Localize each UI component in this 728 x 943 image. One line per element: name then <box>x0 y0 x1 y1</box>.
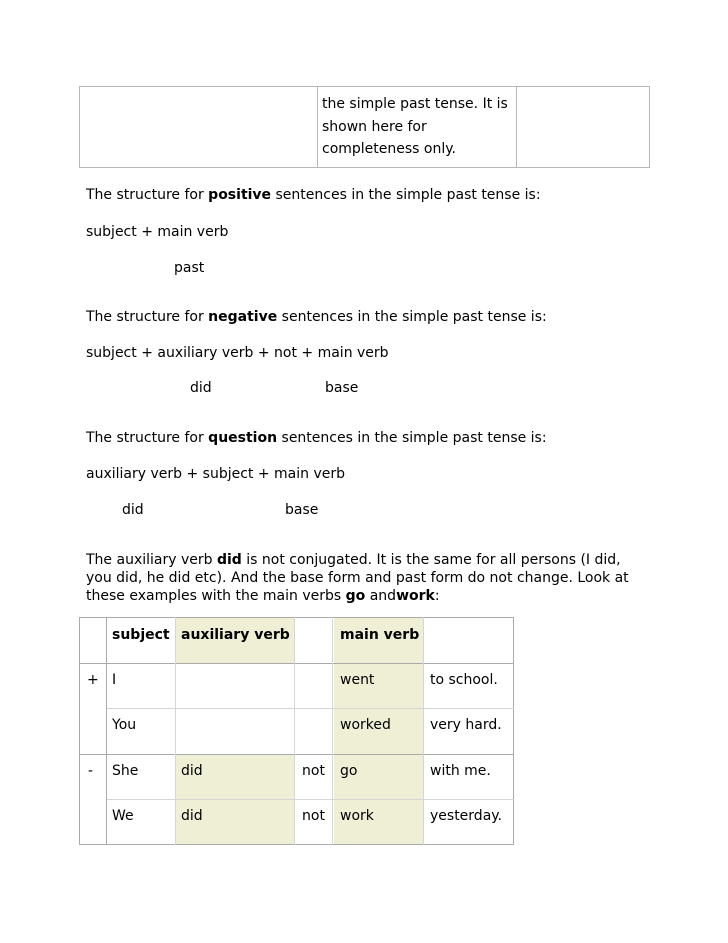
top-table-line: shown here for <box>322 118 427 135</box>
negative-heading <box>86 307 547 327</box>
question-keyword: question <box>208 430 278 446</box>
col-divider <box>294 617 295 845</box>
positive-formula: subject + main verb <box>86 224 229 240</box>
row-sign: + <box>87 672 99 688</box>
explanation-text: and <box>365 588 397 604</box>
top-table-cell-empty-left <box>79 86 318 168</box>
explanation-keyword: work <box>396 588 435 604</box>
row-auxiliary: did <box>181 763 203 779</box>
explanation-text: these examples with the main verbs <box>86 588 346 604</box>
heading-text: sentences in the simple past tense is: <box>277 309 547 325</box>
row-divider <box>79 663 514 664</box>
heading-text: sentences in the simple past tense is: <box>277 430 547 446</box>
positive-main-verb-form: past <box>174 260 205 276</box>
row-subject: She <box>112 763 139 779</box>
question-main-verb-form: base <box>285 502 319 518</box>
examples-table <box>79 617 514 845</box>
question-formula: auxiliary verb + subject + main verb <box>86 466 345 482</box>
negative-formula: subject + auxiliary verb + not + main verb <box>86 345 389 361</box>
row-not: not <box>302 763 325 779</box>
row-subject: We <box>112 808 134 824</box>
question-auxiliary-form: did <box>122 502 144 518</box>
row-subject: I <box>112 672 117 688</box>
heading-text: The structure for <box>86 187 209 203</box>
top-table-text <box>322 93 518 161</box>
row-sign: - <box>88 763 94 779</box>
positive-keyword: positive <box>208 187 272 203</box>
explanation-text: The auxiliary verb <box>86 552 217 568</box>
row-rest: with me. <box>430 763 491 779</box>
heading-text: sentences in the simple past tense is: <box>271 187 541 203</box>
top-table-cell-empty-right <box>517 86 650 168</box>
header-main-verb: main verb <box>340 627 420 643</box>
row-divider-light <box>106 799 514 800</box>
row-divider-light <box>106 708 514 709</box>
header-subject: subject <box>112 627 170 643</box>
top-table-line: completeness only. <box>322 141 456 157</box>
explanation-line-2: you did, he did etc). And the base form and past form do not change. Look at <box>86 570 629 586</box>
row-main-verb: go <box>340 763 358 779</box>
top-table-line: the simple past tense. It is <box>322 96 508 112</box>
row-main-verb: work <box>340 808 374 824</box>
explanation-line-3 <box>86 586 440 606</box>
explanation-keyword: go <box>345 588 366 604</box>
row-main-verb: worked <box>340 717 391 733</box>
col-divider <box>332 617 333 845</box>
row-rest: very hard. <box>430 717 502 733</box>
col-divider <box>106 617 107 845</box>
heading-text: The structure for <box>86 309 209 325</box>
positive-heading <box>86 185 541 205</box>
explanation-text: : <box>434 588 440 604</box>
header-auxiliary-verb: auxiliary verb <box>181 627 290 643</box>
col-divider <box>423 617 424 845</box>
row-rest: yesterday. <box>430 808 503 824</box>
negative-keyword: negative <box>208 309 278 325</box>
explanation-keyword: did <box>216 552 242 568</box>
row-main-verb: went <box>340 672 375 688</box>
col-divider <box>175 617 176 845</box>
negative-auxiliary-form: did <box>190 380 212 396</box>
row-not: not <box>302 808 325 824</box>
row-divider <box>79 754 514 755</box>
row-rest: to school. <box>430 672 498 688</box>
question-heading <box>86 428 547 448</box>
explanation-line-1 <box>86 550 621 570</box>
negative-main-verb-form: base <box>325 380 359 396</box>
heading-text: The structure for <box>86 430 209 446</box>
explanation-text: is not conjugated. It is the same for all persons (I did, <box>241 552 621 568</box>
row-subject: You <box>112 717 137 733</box>
row-auxiliary: did <box>181 808 203 824</box>
